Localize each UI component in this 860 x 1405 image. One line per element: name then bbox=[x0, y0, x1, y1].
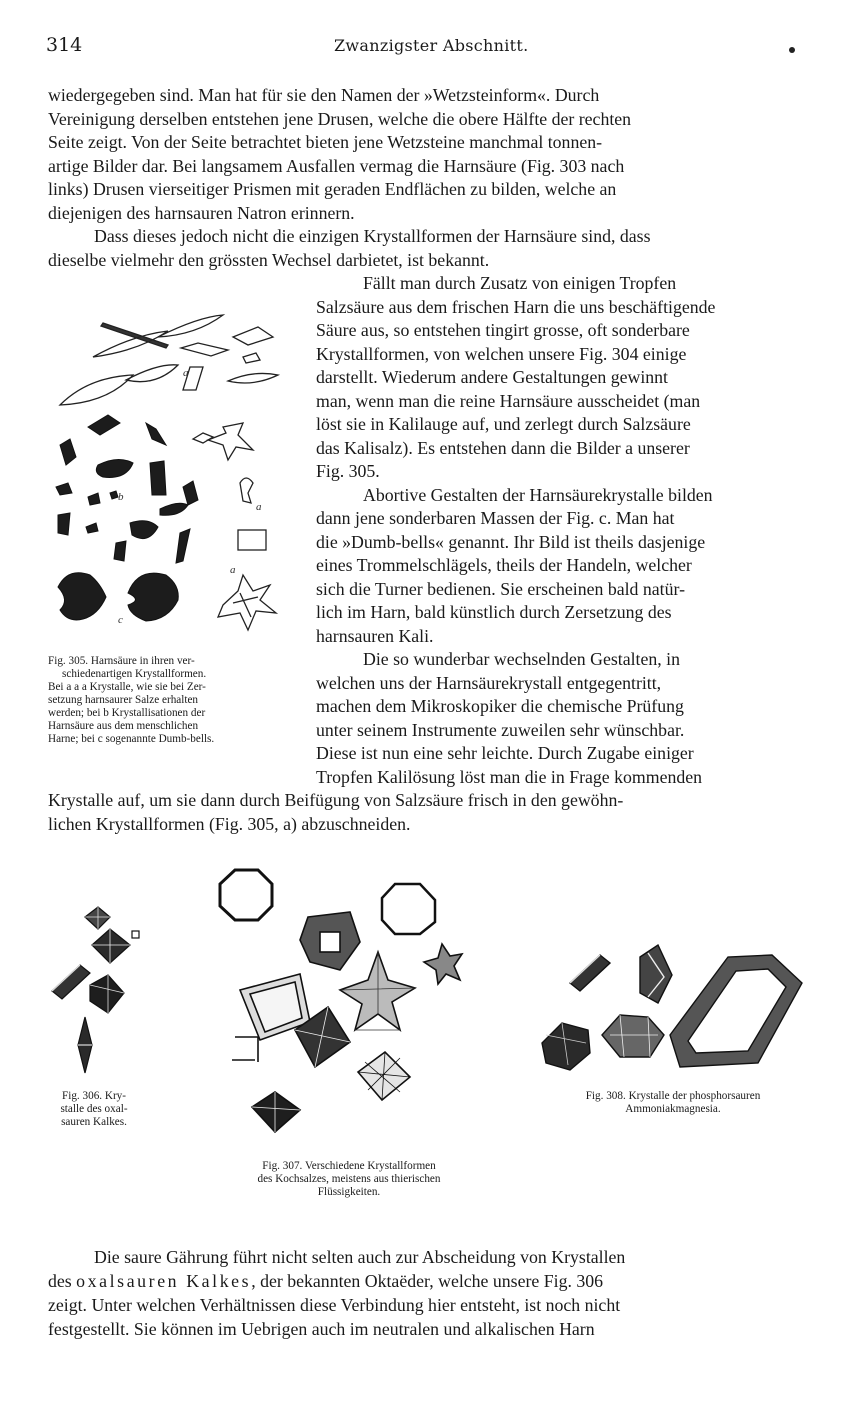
caption-line: stalle des oxal- bbox=[60, 1103, 128, 1115]
text-line: Krystallformen, von welchen unsere Fig. 304 einige bbox=[316, 344, 687, 364]
chapter-title: Zwanzigster Abschnitt. bbox=[334, 36, 529, 55]
text-line: Abortive Gestalten der Harnsäurekrystalle bilden bbox=[363, 485, 713, 505]
figure-306-calcium-oxalate-crystals bbox=[50, 905, 145, 1075]
text-fragment: , der bekannten Oktaëder, welche unsere Fig. 306 bbox=[251, 1271, 604, 1291]
caption-line: Ammoniakmagnesia. bbox=[625, 1103, 721, 1115]
text-line: Fällt man durch Zusatz von einigen Tropfen bbox=[363, 273, 677, 293]
text-line: Die saure Gährung führt nicht selten auch zur Abscheidung von Krystallen bbox=[94, 1247, 626, 1267]
text-line: lichen Krystallformen (Fig. 305, a) abzuschneiden. bbox=[48, 814, 411, 834]
caption-line: des Kochsalzes, meistens aus thierischen bbox=[257, 1173, 441, 1185]
text-line: unter seinem Instrumente zuweilen sehr wünschbar. bbox=[316, 720, 685, 740]
text-line: dieselbe vielmehr den grössten Wechsel darbietet, ist bekannt. bbox=[48, 250, 490, 270]
text-line: Tropfen Kalilösung löst man die in Frage kommenden bbox=[316, 767, 703, 787]
caption-line: Bei a a a Krystalle, wie sie bei Zer- bbox=[48, 681, 206, 693]
text-line: eines Trommelschlägels, theils der Handeln, welcher bbox=[316, 555, 692, 575]
caption-line: Flüssigkeiten. bbox=[317, 1186, 381, 1198]
text-line: man, wenn man die reine Harnsäure ausscheidet (man bbox=[316, 391, 701, 411]
caption-line: Fig. 305. Harnsäure in ihren ver- bbox=[48, 655, 195, 667]
label-b: b bbox=[118, 491, 124, 503]
text-line: Seite zeigt. Von der Seite betrachtet bieten jene Wetzsteine manchmal tonnen- bbox=[48, 132, 603, 152]
text-line: links) Drusen vierseitiger Prismen mit geraden Endflächen zu bilden, welche an bbox=[48, 179, 617, 199]
caption-line: Fig. 306. Kry- bbox=[61, 1090, 127, 1102]
text-line: zeigt. Unter welchen Verhältnissen diese Verbindung hier entsteht, ist noch nicht bbox=[48, 1295, 621, 1315]
text-line: löst sie in Kalilauge auf, und zerlegt durch Salzsäure bbox=[316, 414, 691, 434]
text-fragment: des bbox=[48, 1271, 72, 1291]
caption-line: Harnsäure aus dem menschlichen bbox=[48, 720, 199, 732]
figure-307-sodium-chloride-crystals bbox=[210, 862, 475, 1152]
text-line: artige Bilder dar. Bei langsamem Ausfallen vermag die Harnsäure (Fig. 303 nach bbox=[48, 156, 625, 176]
text-line: welchen uns der Harnsäurekrystall entgegentritt, bbox=[316, 673, 662, 693]
text-line: dann jene sonderbaren Massen der Fig. c. Man hat bbox=[316, 508, 675, 528]
label-a: a bbox=[256, 501, 262, 513]
text-line: Salzsäure aus dem frischen Harn die uns beschäftigende bbox=[316, 297, 716, 317]
text-line: diejenigen des harnsauren Natron erinnern. bbox=[48, 203, 355, 223]
emphasized-term: oxalsauren Kalkes bbox=[76, 1271, 252, 1291]
text-line: wiedergegeben sind. Man hat für sie den Namen der »Wetzsteinform«. Durch bbox=[48, 85, 600, 105]
text-line: machen dem Mikroskopiker die chemische Prüfung bbox=[316, 696, 684, 716]
label-c: c bbox=[118, 614, 123, 626]
caption-line: schiedenartigen Krystallformen. bbox=[62, 668, 207, 680]
caption-line: sauren Kalkes. bbox=[61, 1116, 127, 1128]
label-a: a bbox=[230, 564, 236, 576]
caption-line: Fig. 308. Krystalle der phosphorsauren bbox=[585, 1090, 761, 1102]
caption-line: Fig. 307. Verschiedene Krystallformen bbox=[262, 1160, 436, 1172]
ink-dot bbox=[789, 47, 795, 53]
figure-308-phosphate-crystals bbox=[540, 935, 815, 1080]
page-number: 314 bbox=[46, 34, 83, 56]
text-line bbox=[48, 1270, 603, 1292]
label-a: a bbox=[183, 367, 189, 379]
text-line: harnsauren Kali. bbox=[316, 626, 434, 646]
caption-line: Harne; bei c sogenannte Dumb-bells. bbox=[48, 733, 215, 745]
text-line: festgestellt. Sie können im Uebrigen auch im neutralen und alkalischen Harn bbox=[48, 1319, 595, 1339]
text-line: das Kalisalz). Es entstehen dann die Bilder a unserer bbox=[316, 438, 690, 458]
text-line: lich im Harn, bald künstlich durch Zersetzung des bbox=[316, 602, 672, 622]
caption-line: werden; bei b Krystallisationen der bbox=[48, 707, 206, 719]
text-line: Die so wunderbar wechselnden Gestalten, in bbox=[363, 649, 680, 669]
text-line: sich die Turner bedienen. Sie erscheinen bald natür- bbox=[316, 579, 685, 599]
text-line: Säure aus, so entstehen tingirt grosse, oft sonderbare bbox=[316, 320, 690, 340]
text-line: Diese ist nun eine sehr leichte. Durch Zugabe einiger bbox=[316, 743, 694, 763]
caption-line: setzung harnsaurer Salze erhalten bbox=[48, 694, 199, 706]
text-line: Fig. 305. bbox=[316, 461, 380, 481]
text-line: Krystalle auf, um sie dann durch Beifügung von Salzsäure frisch in den gewöhn- bbox=[48, 790, 624, 810]
text-line: Vereinigung derselben entstehen jene Drusen, welche die obere Hälfte der rechten bbox=[48, 109, 632, 129]
figure-305-uric-acid-crystals bbox=[48, 305, 298, 650]
text-line: darstellt. Wiederum andere Gestaltungen gewinnt bbox=[316, 367, 668, 387]
text-line: die »Dumb-bells« genannt. Ihr Bild ist theils dasjenige bbox=[316, 532, 706, 552]
text-line: Dass dieses jedoch nicht die einzigen Krystallformen der Harnsäure sind, dass bbox=[94, 226, 651, 246]
